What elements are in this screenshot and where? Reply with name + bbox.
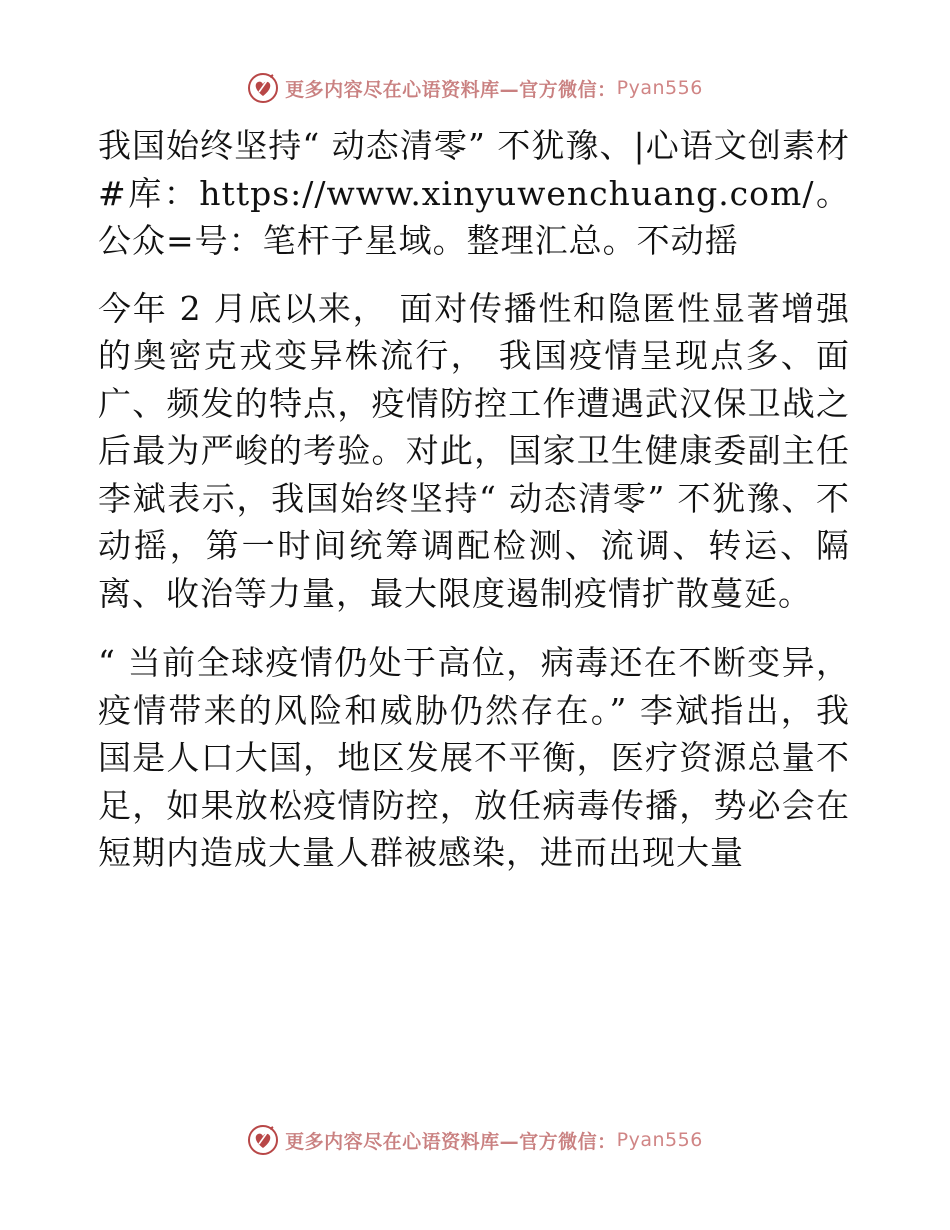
watermark-wechat-id: Pyan556	[616, 77, 703, 99]
paragraph-2: 今年 2 月底以来， 面对传播性和隐匿性显著增强的奥密克戎变异株流行， 我国疫情呈现点多、面广、频发的特点，疫情防控工作遭遇武汉保卫战之后最为严峻的考验。对此，国家卫生健康委副主任李斌表示，我国始终坚持“ 动态清零” 不犹豫、不动摇，第一时间统筹调配检测、流调、转运、隔离、收治等力量，最大限度遏制疫情扩散蔓延。	[98, 288, 850, 613]
heart-quill-logo-icon	[247, 72, 279, 104]
footer-watermark	[0, 1120, 950, 1160]
paragraph-3: “ 当前全球疫情仍处于高位，病毒还在不断变异，疫情带来的风险和威胁仍然存在。” 李斌指出，我国是人口大国，地区发展不平衡，医疗资源总量不足，如果放松疫情防控，放任病毒传播，势必会在短期内造成大量人群被感染，进而出现大量	[98, 643, 850, 872]
heart-quill-logo-icon	[247, 1124, 279, 1156]
watermark-text: 更多内容尽在心语资料库—官方微信：	[285, 78, 617, 101]
document-body	[98, 122, 850, 899]
watermark-text: 更多内容尽在心语资料库—官方微信：	[285, 1130, 617, 1153]
watermark-wechat-id: Pyan556	[616, 1129, 703, 1151]
header-watermark	[0, 68, 950, 108]
paragraph-1: 我国始终坚持“ 动态清零” 不犹豫、|心语文创素材#库：https://www.xinyuwenchuang.com/。公众=号：笔杆子星域。整理汇总。不动摇	[98, 126, 850, 260]
